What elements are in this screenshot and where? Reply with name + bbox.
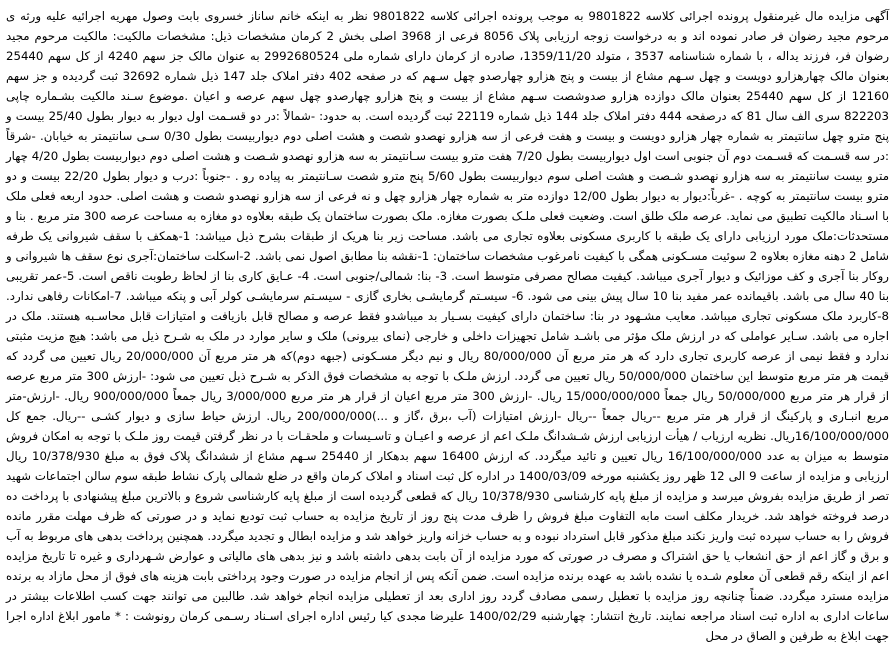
notice-body-text: آگهی مزایده مال غیرمنقول پرونده اجرائی کلاسه 9801822 به موجب پرونده اجرائی کلاسه 9801822 نظر به اینکه خانم ساناز خسروی بابت وصول مهریه اجرائیه علیه ورثه ی مرحوم مجید رضوان فر صادر نموده اند و به درخواست زوجه ارزیابی پلاک 8056 فرعی از 3968 اصلی بخش 2 کرمان مشخصات ذیل: مشخصات مالکیت: مالکیت مرحوم مجید رضوان فر، فرزند یداله ، با شماره شناسنامه 3537 ، متولد 1359/11/20، صادره از کرمان دارای شماره ملی 2992680524 به عنوان مالک جز سهم 4240 از کل سهم 25440 بعنوان مالک چهارهزارو دویست و چهل سـهم مشاع از بیست و پنج هزارو چهارصدو چهل سـهم که در صفحه 402 دفتر املاک جلد 147 ذیل شماره 32692 ثبت گردیده و جز سهم 12160 از کل سهم 25440 بعنوان مالک دوازده هزارو صدوشصت سـهم مشاع از بیست و پنج هزارو چهارصدو چهل سهم عرصه و اعیان .موضوع سـند مالکیت بشـماره چاپی 822203 سری الف سال 81 که درصفحه 444 دفتر املاک جلد 144 ذیل شماره 22119 ثبت گردیده است. به حدود: -شمالاً :در دو قسـمت اول دیوار به دیوار بطول 25/40 بیست و پنج مترو چهل سانتیمتر به شماره چهار هزارو دویست و بیست و هفت فرعی از سه هزارو نهصدو شصت و هشت اصلی دوم دیواربیست بطول 0/30 سـی سانتیمتر به خیابان. -شرقاً :در سه قسـمت که قسـمت دوم آن جنوبی است اول دیواربیست بطول 7/20 هفت مترو بیست سـانتیمتر به سه هزارو نهصدو شـصت و هشت اصلی دوم دیواربیست بطول 4/20 چهار مترو بیست سانتیمتر به سه هزارو نهصدو شـصت و هشت اصلی سوم دیواربیست بطول 5/60 پنج مترو شصت سـانتیمتر به پیاده رو . -جنوباً :درب و دیوار بطول 22/20 بیست و دو مترو بیست سانتیمتر به کوچه . -غرباً:دیوار به دیوار بطول 12/00 دوازده متر به شماره چهار هزارو چهل و نه فرعی از سه هزارو نهصدو شصت و هشت اصلی. حدود اربعه فعلی ملک با اسـناد مالکیت تطبیق می نماید. عرصه ملک طلق است. وضعیت فعلی ملـک بصورت مغازه. ملک بصورت ساختمان یک طبقه بعلاوه دو مغازه به مساحت عرصه 300 متر مربع . بنا و مستحدثات:ملک مورد ارزیابی دارای یک طبقه با کاربری مسکونی بعلاوه تجاری می باشد. مساحت زیر بنا هریک از طبقات بشرح ذیل میباشد: 1-همکف با سقف شیروانی یک طرفه شامل 2 دهنه مغازه بعلاوه 2 سوئیت مسـکونی همگی با کیفیت نامرغوب مشخصات ساختمان: 1-نقشه بنا مطابق اصول نمی باشد. 2-اسکلت ساختمان:آجری نوع سقف ها شیروانی و روکار بنا آجری و کف موزائیک و دیوار آجری میباشد. کیفیت مصالح مصرفی متوسط است. 3- بنا: شمالی/جنوبی است. 4- عـایق کاری بنا از لحاظ رطوبت ناقص است. 5-عمر تقریبی بنا 40 سال می باشد. باقیمانده عمر مفید بنا 10 سال پیش بینی می شود. 6- سیسـتم گرمایشـی بخاری گازی - سیسـتم سرمایشـی کولر آبی و پنکه میباشد. 7-امکانات رفاهی ندارد. 8-کاربرد ملک مسکونی تجاری میباشد. معایب مشـهود در بنا: ساختمان دارای کیفیت بسـیار بد میباشدو فقط عرصه و مصالح قابل بازیافت و امتیازات قابل محاسـبه هستند. ملک در اجاره می باشد. سـایر عواملی که در ارزش ملک مؤثر می باشـد شامل تجهیزات داخلی و خارجی (نمای بیرونی) ملک و سایر موارد در ملک به شـرح ذیل می باشد: هیچ مزیت مثبتی ندارد و فقط نیمی از عرصه کاربری تجاری دارد که هر متر مربع آن 80/000/000 ریال و نیم دیگر مسـکونی (جبهه دوم)که هر متر مربع آن 20/000/000 ریال تعیین می گردد که قیمت هر متر مربع متوسط این ساختمان 50/000/000 ریال تعیین می گردد. ارزش ملـک با توجه به مشخصات فوق الذکر به شـرح ذیل تعیین می شود: -ارزش 300 متر مربع عرصه از قرار هر متر مربع 50/000/000 ریال جمعاً 15/000/000/000 ریال. -ارزش 300 متر مربع اعیان از قرار هر متر مربع 3/000/000 ریال جمعاً 900/000/000 ریال. -ارزش-متر مربع انبـاری و پارکینگ از قرار هر متر مربع --ریال جمعاً --ریال -ارزش امتیازات (آب ،برق ،گاز و ...)200/000/000 ریال. ارزش حیاط سازی و دیوار کشـی --ریال. جمع کل 16/100/000/000ریال. نظریه ارزیاب / هیأت ارزیابی ارزش شـشدانگ ملـک اعم از عرصه و اعیـان و تاسـیسات و ملحقـات با در نظر گرفتن قیمت روز ملـک با توجه به امکان فروش متوسط به میزان به عدد 16/100/000/000 ریال تعیین و تائید میگردد. که ارزش 16400 سهم بدهکار از 25440 سـهم مشاع از ششدانگ پلاک فوق به مبلغ 10/378/930 ریال ارزیابی و مزایده از ساعت 9 الی 12 ظهر روز یکشنبه مورخه 1400/03/09 در اداره کل ثبت اسناد و املاک کرمان واقع در ضلع شمالی پارک نشاط طبقه سوم سالن اجتماعات شهید تصر از طریق مزایده بفروش میرسد و مزایده از مبلغ پایه کارشناسی 10/378/930 ریال که قطعی گردیده است از مبلغ پایه کارشناسی شروع و بالاترین مبلغ پیشنهادی با پرداخت ده درصد فروخته خواهد شد. خریدار مکلف است مابه التفاوت مبلغ فروش را ظرف مدت پنج روز از تاریخ مزایده به حساب ثبت تودیع نماید و در صورتی که ظرف مهلت مقرر مانده فروش را به حساب سپرده ثبت واریز نکند مبلغ مذکور قابل استرداد نبوده و به حساب خزانه واریز خواهد شد و مزایده ابطال و تجدید میگردد. همچنین پرداخت بدهی های مربوط به آب و برق و گاز اعم از حق انشعاب یا حق اشتراک و مصرف در صورتی که مورد مزایده از آن بابت بدهی داشته باشد و نیز بدهی های مالیاتی و عوارض شـهرداری و غیره تا تاریخ مزایده اعم از اینکه رقم قطعی آن معلوم شـده یا نشده باشد به عهده برنده مزایده است. ضمن آنکه پس از انجام مزایده در صورت وجود پرداختی بابت هزینه های فوق از محل مازاد به برنده مزایده مسترد میگردد. ضمناً چنانچه روز مزایده با تعطیل رسمی مصادف گردد روز اداری بعد از تعطیلی مزایده انجام خواهد شد. طالبین می توانند جهت کسب اطلاعات بیشتر در ساعات اداری به اداره ثبت اسناد مراجعه نمایند. تاریخ انتشار: چهارشنبه 1400/02/29 علیرضا مجدی کیا رئیس اداره اجرای اسـناد رسـمی کرمان رونوشت : * مامور ابلاغ اداره اجرا جهت ابلاغ به طرفین و الصاق در محل [6,9,890,643]
